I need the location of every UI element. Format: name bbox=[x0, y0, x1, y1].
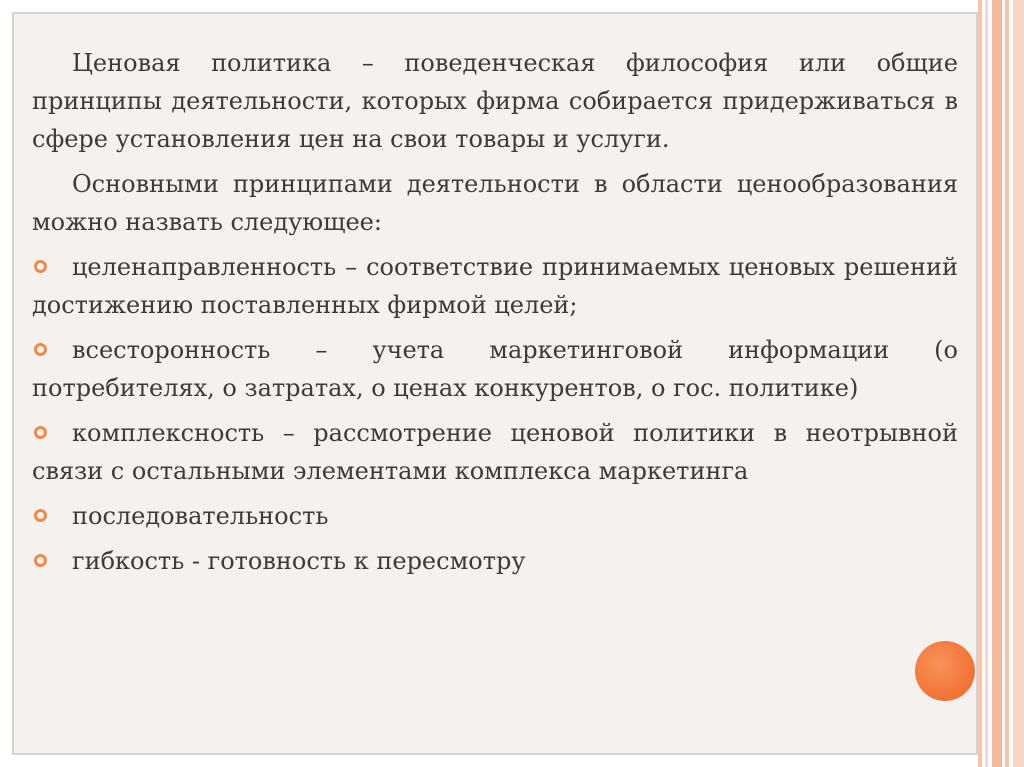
list-item-text: гибкость - готовность к пересмотру bbox=[72, 547, 526, 575]
slide-content bbox=[32, 44, 958, 587]
list-item bbox=[32, 331, 958, 407]
ring-bullet-icon bbox=[34, 260, 47, 273]
ring-bullet-icon bbox=[34, 426, 47, 439]
ring-bullet-icon bbox=[34, 343, 47, 356]
stripe bbox=[985, 0, 988, 767]
list-item bbox=[32, 542, 958, 580]
principles-intro-paragraph: Основными принципами деятельности в области ценообразования можно назвать следующее: bbox=[32, 170, 958, 236]
list-item-text: целенаправленность – соответствие принимаемых ценовых решений достижению поставленных фирмой целей; bbox=[32, 253, 958, 319]
definition-paragraph: Ценовая политика – поведенческая философия или общие принципы деятельности, которых фирма собирается придерживаться в сфере установления цен на свои товары и услуги. bbox=[32, 49, 958, 153]
list-item bbox=[32, 414, 958, 490]
list-item-text: последовательность bbox=[72, 502, 329, 530]
ring-bullet-icon bbox=[34, 509, 47, 522]
stripe bbox=[1005, 0, 1009, 767]
stripe bbox=[992, 0, 1002, 767]
stripe bbox=[978, 0, 982, 767]
orange-circle-decoration bbox=[915, 641, 975, 701]
list-item bbox=[32, 497, 958, 535]
decorative-stripes bbox=[978, 0, 1024, 767]
list-item bbox=[32, 248, 958, 324]
list-item-text: комплексность – рассмотрение ценовой политики в неотрывной связи с остальными элементами комплекса маркетинга bbox=[32, 419, 958, 485]
stripe bbox=[1013, 0, 1024, 767]
list-item-text: всесторонность – учета маркетинговой информации (о потребителях, о затратах, о ценах конкурентов, о гос. политике) bbox=[32, 336, 958, 402]
ring-bullet-icon bbox=[34, 554, 47, 567]
